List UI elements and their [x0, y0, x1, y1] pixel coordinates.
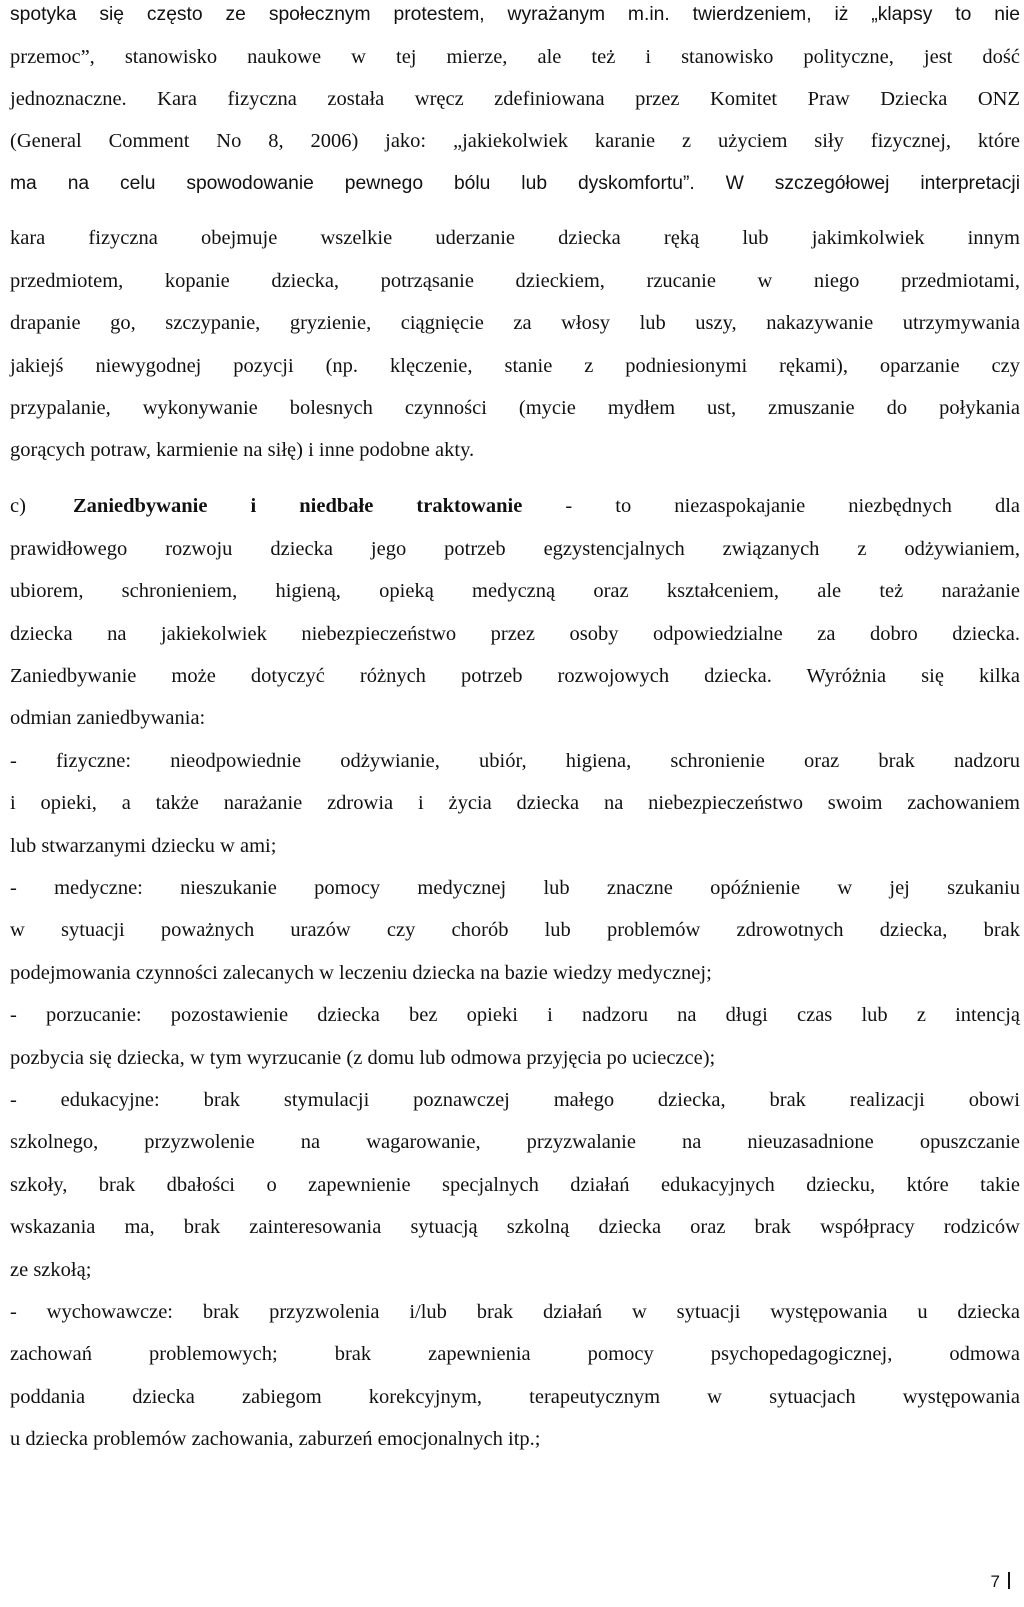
section-heading: Zaniedbywanie i niedbałe traktowanie — [73, 495, 523, 517]
text-line: kara fizyczna obejmuje wszelkie uderzanie dziecka ręką lub jakimkolwiek innym — [10, 227, 1020, 249]
text-line: pozbycia się dziecka, w tym wyrzucanie (z domu lub odmowa przyjęcia po ucieczce); — [10, 1047, 716, 1069]
text-line: przypalanie, wykonywanie bolesnych czynności (mycie mydłem ust, zmuszanie do połykania — [10, 397, 1020, 419]
text-line: Zaniedbywanie może dotyczyć różnych potrzeb rozwojowych dziecka. Wyróżnia się kilka — [10, 665, 1020, 687]
section-heading-line — [10, 491, 1020, 521]
page-number-value: 7 — [990, 1572, 1000, 1591]
text-line: jednoznaczne. Kara fizyczna została wręcz zdefiniowana przez Komitet Praw Dziecka ONZ — [10, 88, 1020, 110]
text-line: w sytuacji poważnych urazów czy chorób lub problemów zdrowotnych dziecka, brak — [10, 919, 1020, 941]
text-line: dziecka na jakiekolwiek niebezpieczeństwo przez osoby odpowiedzialne za dobro dziecka. — [10, 623, 1020, 645]
text-line: (General Comment No 8, 2006) jako: „jakiekolwiek karanie z użyciem siły fizycznej, które — [10, 130, 1020, 152]
text-line: zachowań problemowych; brak zapewnienia pomocy psychopedagogicznej, odmowa — [10, 1343, 1020, 1365]
list-item: - porzucanie: pozostawienie dziecka bez opieki i nadzoru na długi czas lub z intencją — [10, 1004, 1020, 1026]
text-line: i opieki, a także narażanie zdrowia i życia dziecka na niebezpieczeństwo swoim zachowaniem — [10, 792, 1020, 814]
text-line: jakiejś niewygodnej pozycji (np. klęczenie, stanie z podniesionymi rękami), oparzanie czy — [10, 355, 1020, 377]
text-line: szkoły, brak dbałości o zapewnienie specjalnych działań edukacyjnych dziecku, które takie — [10, 1174, 1020, 1196]
section-label: c) — [10, 495, 26, 517]
list-item: - edukacyjne: brak stymulacji poznawczej małego dziecka, brak realizacji obowi — [10, 1089, 1020, 1111]
list-item: - wychowawcze: brak przyzwolenia i/lub brak działań w sytuacji występowania u dziecka — [10, 1301, 1020, 1323]
text-line: szkolnego, przyzwolenie na wagarowanie, przyzwalanie na nieuzasadnione opuszczanie — [10, 1131, 1020, 1153]
text-line: podejmowania czynności zalecanych w leczeniu dziecka na bazie wiedzy medycznej; — [10, 962, 712, 984]
text-line: prawidłowego rozwoju dziecka jego potrzeb egzystencjalnych związanych z odżywianiem, — [10, 538, 1020, 560]
text-line: lub stwarzanymi dziecku w ami; — [10, 835, 277, 857]
text-line: wskazania ma, brak zainteresowania sytuacją szkolną dziecka oraz brak współpracy rodziców — [10, 1216, 1020, 1238]
text-line: u dziecka problemów zachowania, zaburzeń emocjonalnych itp.; — [10, 1428, 541, 1450]
text-line: ubiorem, schronieniem, higieną, opieką medyczną oraz kształceniem, ale też narażanie — [10, 580, 1020, 602]
text-line: gorących potraw, karmienie na siłę) i inne podobne akty. — [10, 439, 475, 461]
section-heading-rest: - to niezaspokajanie niezbędnych dla — [522, 495, 1020, 517]
text-line: przemoc”, stanowisko naukowe w tej mierze, ale też i stanowisko polityczne, jest dość — [10, 46, 1020, 68]
list-item: - fizyczne: nieodpowiednie odżywianie, ubiór, higiena, schronienie oraz brak nadzoru — [10, 750, 1020, 772]
text-line: odmian zaniedbywania: — [10, 707, 206, 729]
text-line: przedmiotem, kopanie dziecka, potrząsanie dzieckiem, rzucanie w niego przedmiotami, — [10, 270, 1020, 292]
text-line: poddania dziecka zabiegom korekcyjnym, terapeutycznym w sytuacjach występowania — [10, 1386, 1020, 1408]
text-line: ma na celu spowodowanie pewnego bólu lub dyskomfortu”. W szczegółowej interpretacji — [10, 173, 1020, 194]
text-line: drapanie go, szczypanie, gryzienie, ciągnięcie za włosy lub uszy, nakazywanie utrzymywania — [10, 312, 1020, 334]
page-number-divider — [1008, 1572, 1010, 1589]
list-item: - medyczne: nieszukanie pomocy medycznej lub znaczne opóźnienie w jej szukaniu — [10, 877, 1020, 899]
page-number — [991, 1571, 1010, 1593]
text-line: spotyka się często ze społecznym protestem, wyrażanym m.in. twierdzeniem, iż „klapsy to nie — [10, 4, 1020, 25]
text-line: ze szkołą; — [10, 1259, 92, 1281]
